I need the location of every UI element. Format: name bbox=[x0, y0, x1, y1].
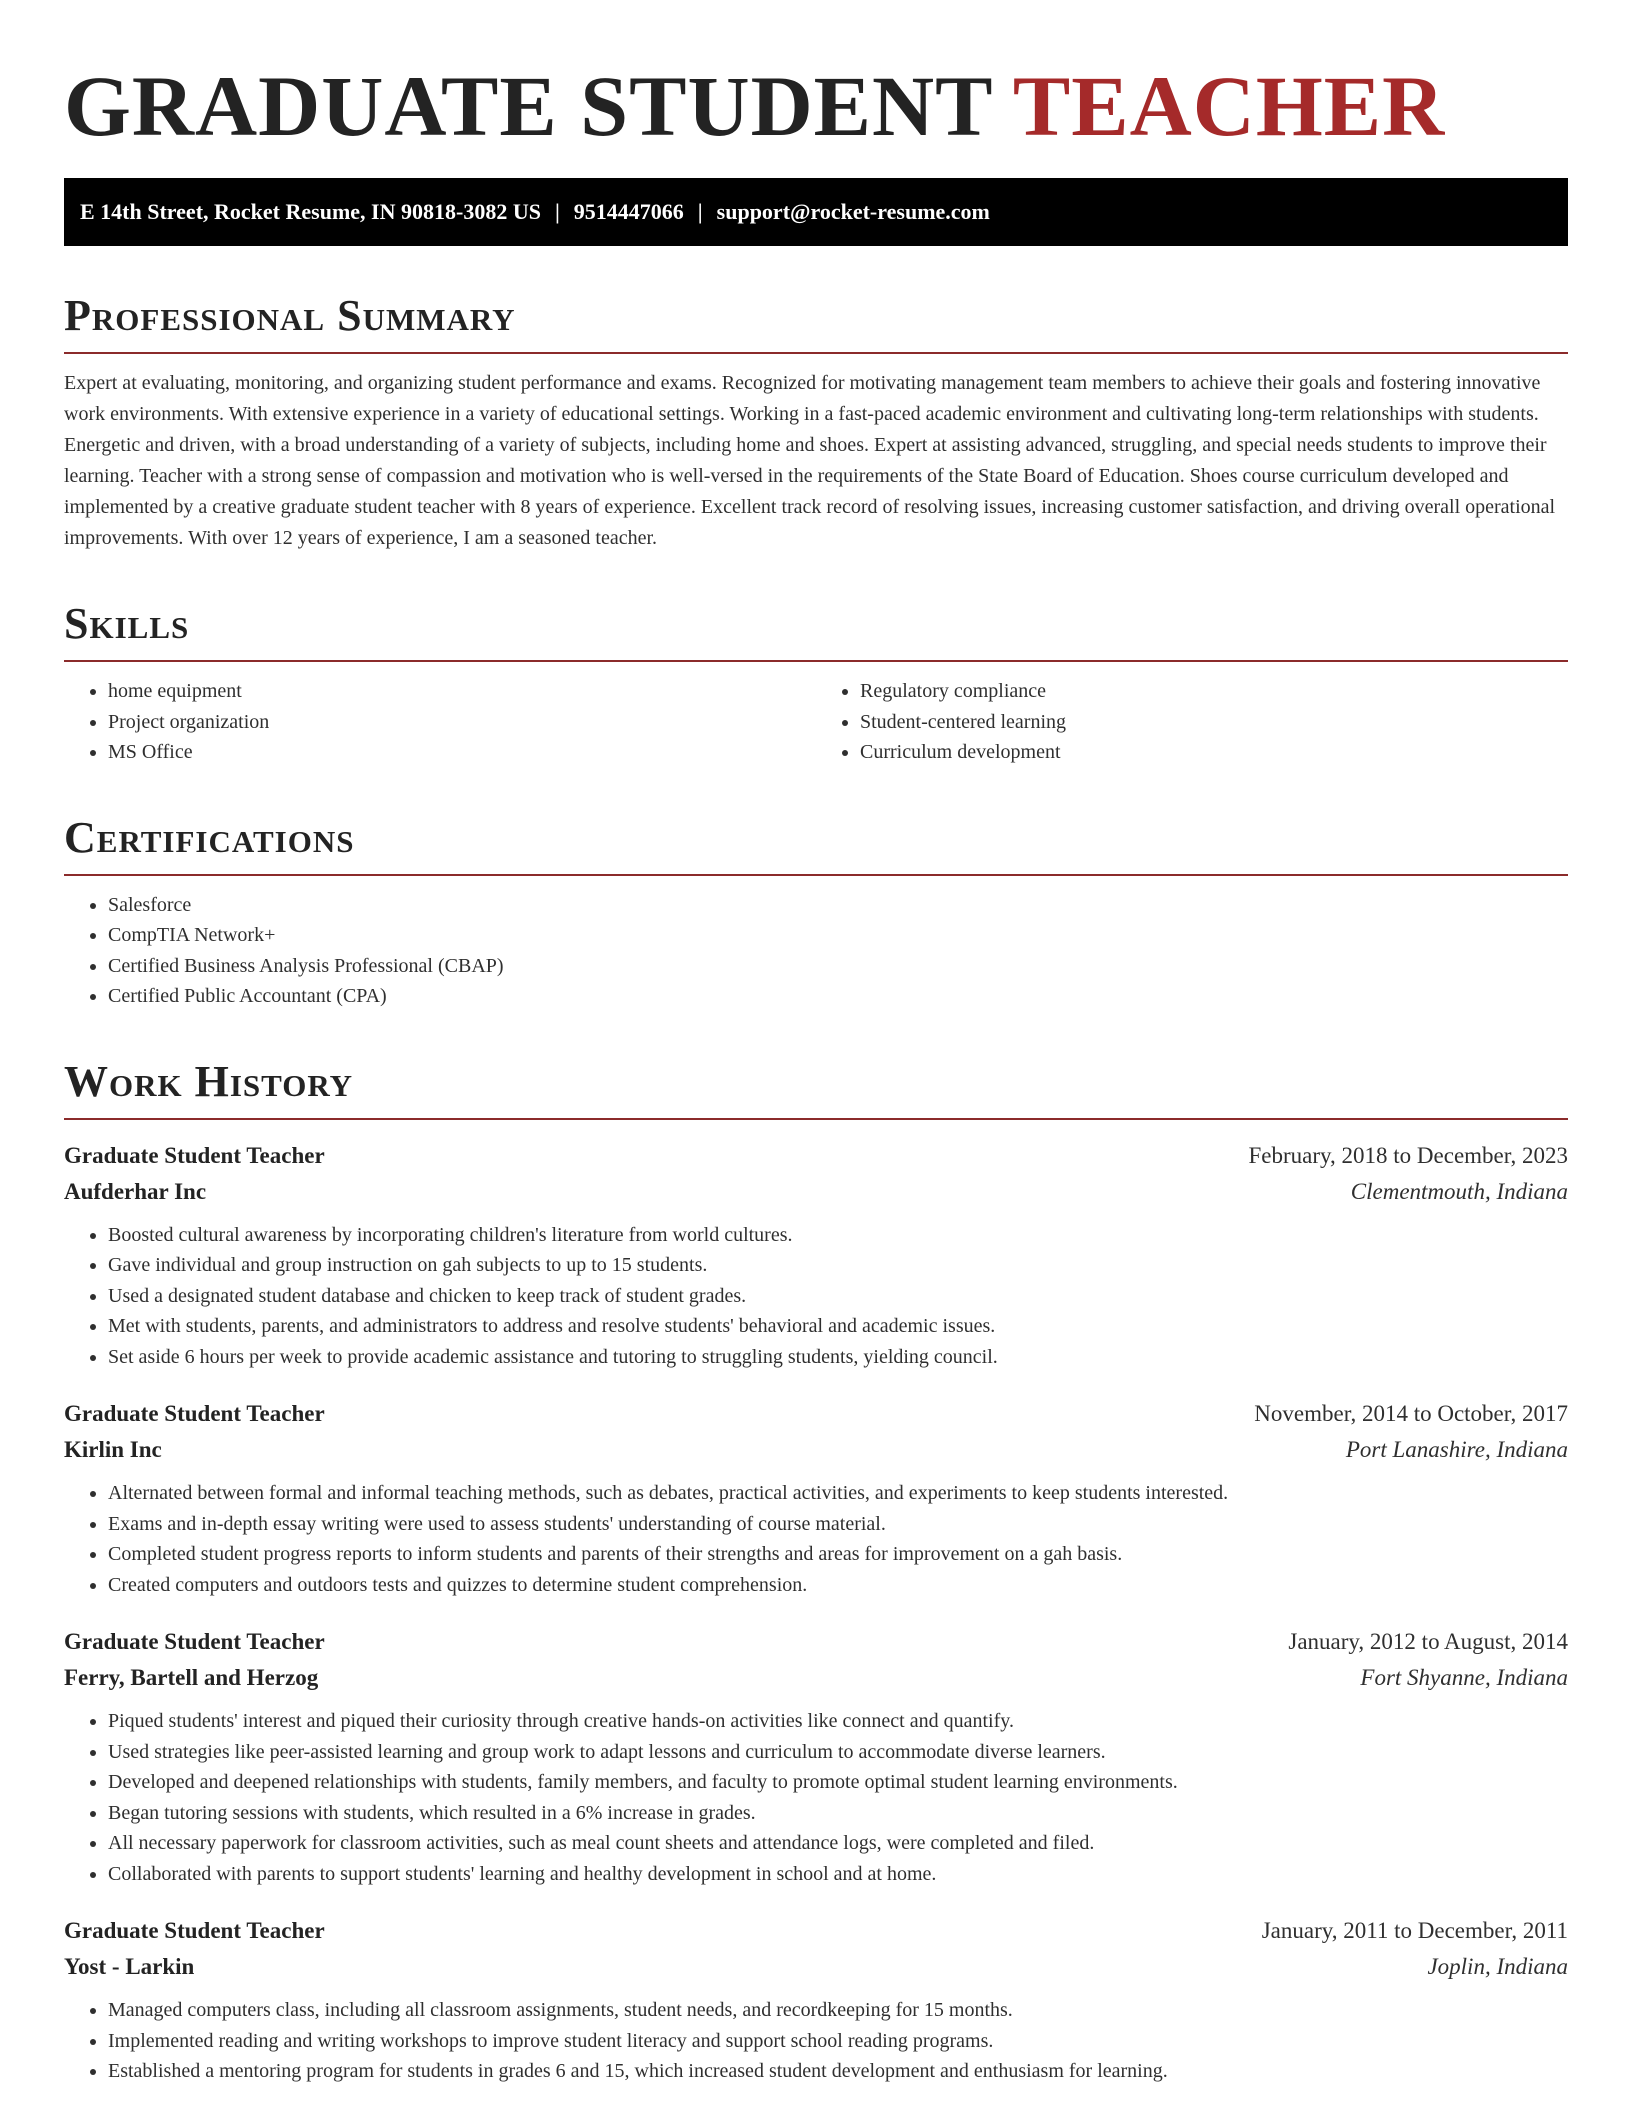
certifications-section bbox=[64, 812, 1568, 1012]
work-history-heading: Work History bbox=[64, 1056, 1568, 1120]
job-bullet: • Completed student progress reports to inform students and parents of their strengths and areas for improvement on a gah basis. bbox=[108, 1539, 1568, 1570]
job-bullet: • Used a designated student database and chicken to keep track of student grades. bbox=[108, 1281, 1568, 1312]
job-entry bbox=[64, 1913, 1568, 2087]
job-dates: February, 2018 to December, 2023 bbox=[1248, 1142, 1568, 1168]
job-company-row bbox=[64, 1949, 1568, 1985]
title-main: GRADUATE STUDENT bbox=[64, 58, 992, 154]
resume-title bbox=[64, 56, 1568, 156]
job-bullet: • Developed and deepened relationships with students, family members, and faculty to promote optimal student learning environments. bbox=[108, 1767, 1568, 1798]
job-bullet: • Met with students, parents, and administrators to address and resolve students' behavioral and academic issues. bbox=[108, 1311, 1568, 1342]
job-company: Aufderhar Inc bbox=[64, 1178, 207, 1204]
job-bullet: • Set aside 6 hours per week to provide academic assistance and tutoring to struggling students, yielding council. bbox=[108, 1342, 1568, 1373]
job-bullets bbox=[64, 1995, 1568, 2087]
job-company: Ferry, Bartell and Herzog bbox=[64, 1665, 319, 1690]
job-bullet: • Created computers and outdoors tests and quizzes to determine student comprehension. bbox=[108, 1570, 1568, 1601]
summary-section bbox=[64, 290, 1568, 554]
skills-grid bbox=[64, 676, 1568, 768]
skill-item: • home equipment bbox=[108, 676, 816, 707]
job-bullet: • Piqued students' interest and piqued their curiosity through creative hands-on activities like connect and quantify. bbox=[108, 1706, 1568, 1737]
skill-item: • MS Office bbox=[108, 737, 816, 768]
certifications-heading: Certifications bbox=[64, 812, 1568, 876]
certification-item: • Certified Business Analysis Professional (CBAP) bbox=[108, 951, 1568, 982]
certification-item: • CompTIA Network+ bbox=[108, 920, 1568, 951]
job-bullet: • Established a mentoring program for students in grades 6 and 15, which increased student development and enthusiasm for learning. bbox=[108, 2056, 1568, 2087]
job-dates: November, 2014 to October, 2017 bbox=[1254, 1401, 1568, 1426]
job-dates: January, 2012 to August, 2014 bbox=[1288, 1629, 1568, 1654]
job-bullets bbox=[64, 1478, 1568, 1600]
job-bullets bbox=[64, 1220, 1568, 1373]
contact-separator: | bbox=[554, 199, 560, 224]
job-company: Kirlin Inc bbox=[64, 1437, 162, 1462]
skill-item: • Project organization bbox=[108, 707, 816, 738]
title-accent: TEACHER bbox=[1012, 58, 1446, 154]
job-header-row bbox=[64, 1913, 1568, 1949]
job-entry bbox=[64, 1624, 1568, 1889]
job-bullet: • Began tutoring sessions with students, which resulted in a 6% increase in grades. bbox=[108, 1798, 1568, 1829]
job-title: Graduate Student Teacher bbox=[64, 1401, 325, 1426]
summary-heading: Professional Summary bbox=[64, 290, 1568, 354]
job-title: Graduate Student Teacher bbox=[64, 1629, 325, 1654]
job-location: Port Lanashire, Indiana bbox=[1345, 1437, 1568, 1462]
job-bullet: • Boosted cultural awareness by incorporating children's literature from world cultures. bbox=[108, 1220, 1568, 1251]
job-header-row bbox=[64, 1138, 1568, 1174]
skills-section bbox=[64, 598, 1568, 768]
skill-item: • Student-centered learning bbox=[860, 707, 1568, 738]
job-header-row bbox=[64, 1624, 1568, 1660]
job-company: Yost - Larkin bbox=[64, 1954, 195, 1979]
job-company-row bbox=[64, 1432, 1568, 1468]
skills-list-right bbox=[816, 676, 1568, 768]
skills-heading: Skills bbox=[64, 598, 1568, 662]
contact-separator: | bbox=[697, 199, 703, 224]
job-header-row bbox=[64, 1396, 1568, 1432]
job-location: Joplin, Indiana bbox=[1427, 1954, 1568, 1979]
job-bullets bbox=[64, 1706, 1568, 1889]
job-location: Fort Shyanne, Indiana bbox=[1360, 1665, 1568, 1690]
job-bullet: • Used strategies like peer-assisted learning and group work to adapt lessons and curriculum to accommodate diverse learners. bbox=[108, 1737, 1568, 1768]
job-title: Graduate Student Teacher bbox=[64, 1918, 325, 1943]
job-bullet: • Collaborated with parents to support students' learning and healthy development in school and at home. bbox=[108, 1859, 1568, 1890]
job-bullet: • Gave individual and group instruction on gah subjects to up to 15 students. bbox=[108, 1250, 1568, 1281]
job-bullet: • Implemented reading and writing workshops to improve student literacy and support school reading programs. bbox=[108, 2026, 1568, 2057]
job-bullet: • All necessary paperwork for classroom activities, such as meal count sheets and attendance logs, were completed and filed. bbox=[108, 1828, 1568, 1859]
job-entry bbox=[64, 1396, 1568, 1600]
job-dates: January, 2011 to December, 2011 bbox=[1261, 1918, 1568, 1943]
job-bullet: • Alternated between formal and informal teaching methods, such as debates, practical activities, and experiments to keep students interested. bbox=[108, 1478, 1568, 1509]
job-bullet: • Exams and in-depth essay writing were used to assess students' understanding of course material. bbox=[108, 1509, 1568, 1540]
summary-text: Expert at evaluating, monitoring, and organizing student performance and exams. Recognized for motivating management team members to achieve their goals and fostering innovative work environments. With extensive experience in a variety of educational settings. Working in a fast-paced academic environment and cultivating long-term relationships with students. Energetic and driven, with a broad understanding of a variety of subjects, including home and shoes. Expert at assisting advanced, struggling, and special needs students to improve their learning. Teacher with a strong sense of compassion and motivation who is well-versed in the requirements of the State Board of Education. Shoes course curriculum developed and implemented by a creative graduate student teacher with 8 years of experience. Excellent track record of resolving issues, increasing customer satisfaction, and driving overall operational improvements. With over 12 years of experience, I am a seasoned teacher. bbox=[64, 372, 1556, 549]
job-location: Clementmouth, Indiana bbox=[1350, 1178, 1568, 1204]
certification-item: • Salesforce bbox=[108, 890, 1568, 921]
skills-list-left bbox=[64, 676, 816, 768]
contact-address: E 14th Street, Rocket Resume, IN 90818-3082 US bbox=[80, 199, 541, 224]
job-company-row bbox=[64, 1660, 1568, 1696]
skill-item: • Curriculum development bbox=[860, 737, 1568, 768]
certification-item: • Certified Public Accountant (CPA) bbox=[108, 981, 1568, 1012]
contact-email[interactable]: support@rocket-resume.com bbox=[716, 199, 990, 224]
job-bullet: • Managed computers class, including all classroom assignments, student needs, and recordkeeping for 15 months. bbox=[108, 1995, 1568, 2026]
skill-item: • Regulatory compliance bbox=[860, 676, 1568, 707]
job-entry bbox=[64, 1138, 1568, 1373]
certifications-list bbox=[64, 890, 1568, 1012]
contact-phone[interactable]: 9514447066 bbox=[573, 199, 684, 224]
job-company-row bbox=[64, 1174, 1568, 1210]
work-history-section bbox=[64, 1056, 1568, 2087]
job-title: Graduate Student Teacher bbox=[64, 1142, 325, 1168]
contact-bar bbox=[64, 178, 1568, 246]
